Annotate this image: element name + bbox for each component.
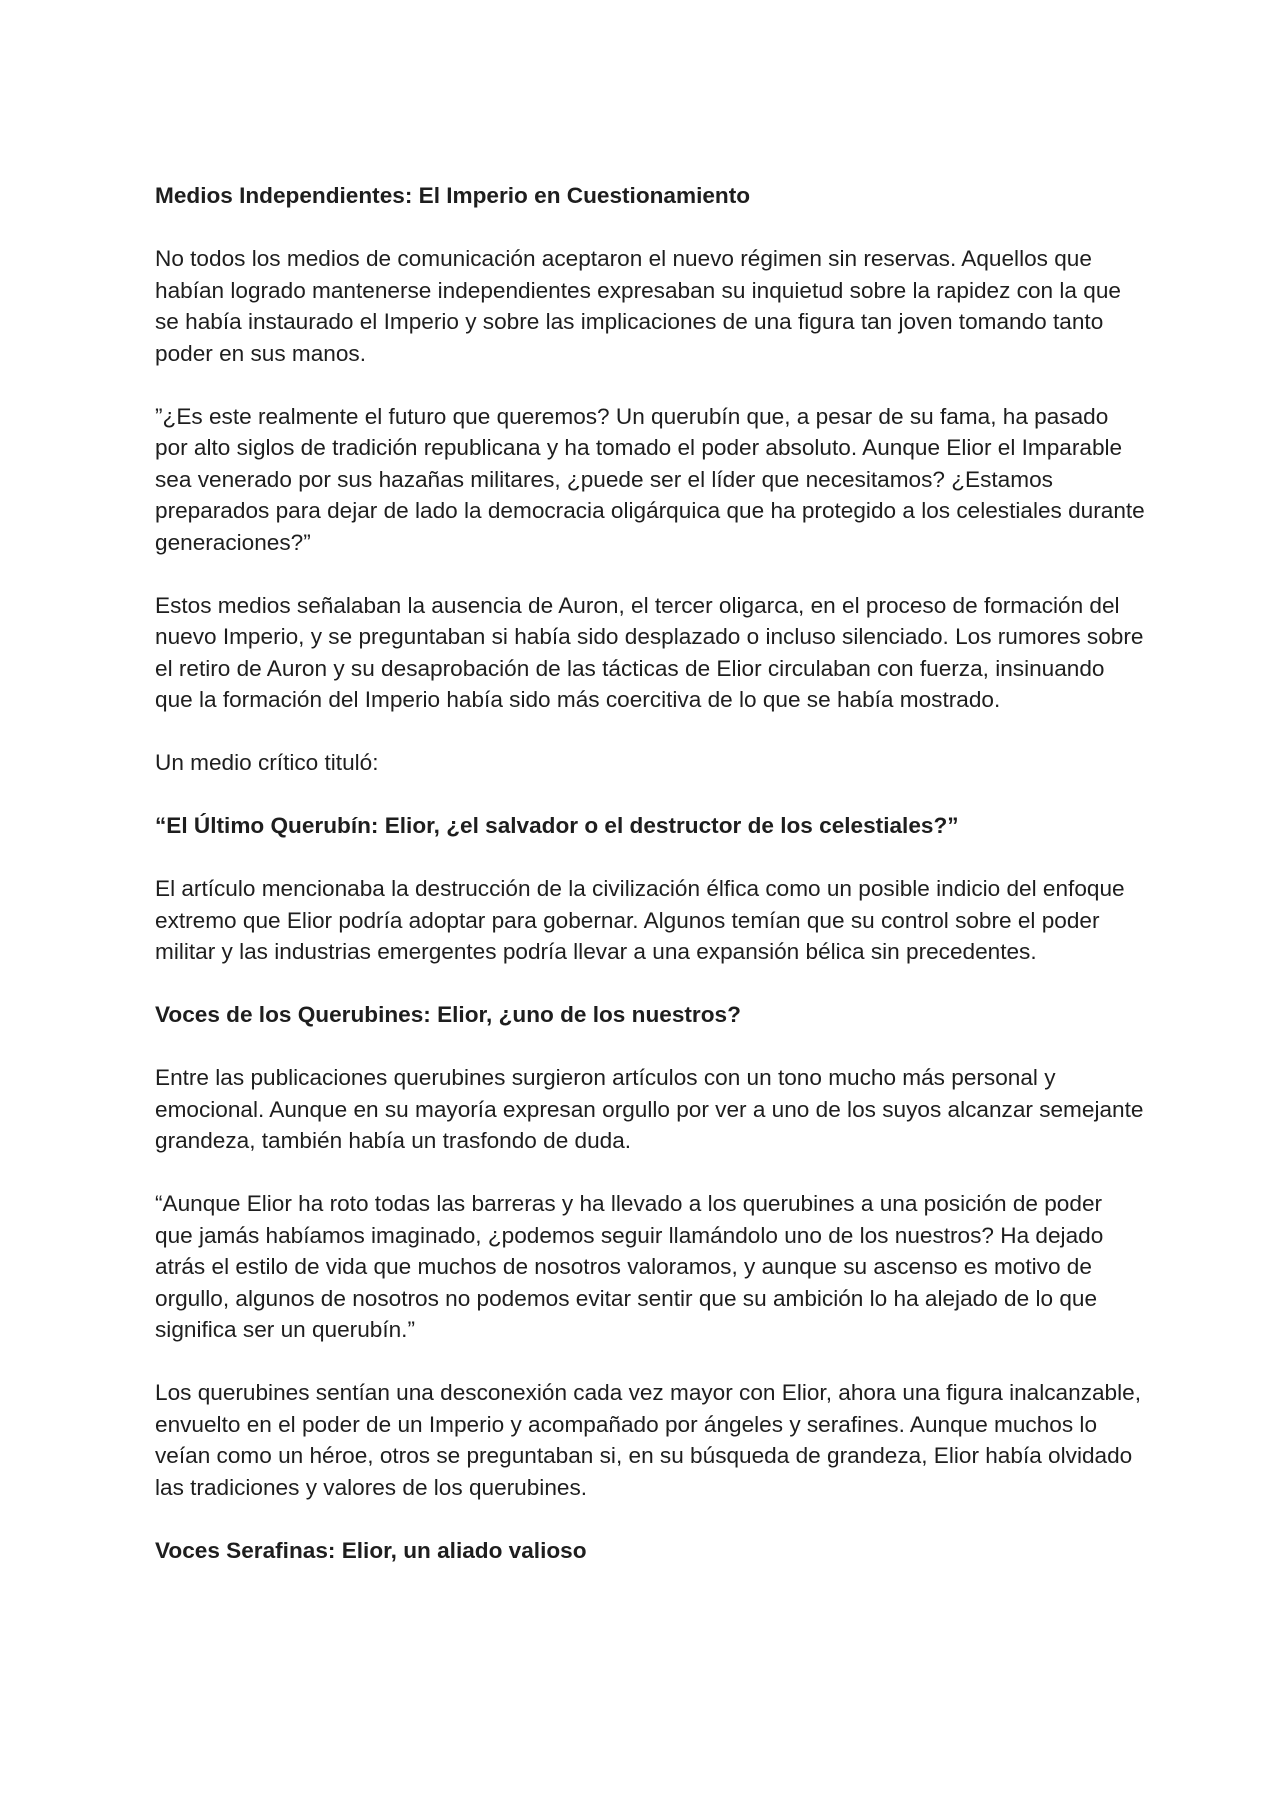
headline-quote: “El Último Querubín: Elior, ¿el salvador o el destructor de los celestiales?” bbox=[155, 813, 959, 838]
section-heading: Medios Independientes: El Imperio en Cuestionamiento bbox=[155, 183, 751, 208]
section-heading: Voces Serafinas: Elior, un aliado valioso bbox=[155, 1537, 587, 1563]
paragraph: El artículo mencionaba la destrucción de la civilización élfica como un posible indicio del enfoque extremo que Elior podría adoptar para gobernar. Algunos temían que su control sobre el poder militar y las industrias emergentes podría llevar a una expansión bélica sin precedentes. bbox=[155, 876, 1125, 964]
paragraph: Los querubines sentían una desconexión cada vez mayor con Elior, ahora una figura inalcanzable, envuelto en el poder de un Imperio y acompañado por ángeles y serafines. Aunque muchos lo veían como un héroe, otros se preguntaban si, en su búsqueda de grandeza, Elior había olvidado las tradiciones y valores de los querubines. bbox=[155, 1380, 1141, 1500]
paragraph: Estos medios señalaban la ausencia de Auron, el tercer oligarca, en el proceso de formación del nuevo Imperio, y se preguntaban si había sido desplazado o incluso silenciado. Los rumores sobre el retiro de Auron y su desaprobación de las tácticas de Elior circulaban con fuerza, insinuando que la formación del Imperio había sido más coercitiva de lo que se había mostrado. bbox=[155, 592, 1144, 712]
quote-paragraph: ”¿Es este realmente el futuro que queremos? Un querubín que, a pesar de su fama, ha pasado por alto siglos de tradición republicana y ha tomado el poder absoluto. Aunque Elior el Imparable sea venerado por sus hazañas militares, ¿puede ser el líder que necesitamos? ¿Estamos preparados para dejar de lado la democracia oligárquica que ha protegido a los celestiales durante generaciones?” bbox=[155, 403, 1145, 555]
section-heading: Voces de los Querubines: Elior, ¿uno de los nuestros? bbox=[155, 1002, 741, 1027]
quote-paragraph: “Aunque Elior ha roto todas las barreras y ha llevado a los querubines a una posición de poder que jamás habíamos imaginado, ¿podemos seguir llamándolo uno de los nuestros? Ha dejado atrás el estilo de vida que muchos de nosotros valoramos, y aunque su ascenso es motivo de orgullo, algunos de nosotros no podemos evitar sentir que su ambición lo ha alejado de lo que significa ser un querubín.” bbox=[155, 1191, 1104, 1342]
paragraph: Entre las publicaciones querubines surgieron artículos con un tono mucho más personal y emocional. Aunque en su mayoría expresan orgullo por ver a uno de los suyos alcanzar semejante grandeza, también había un trasfondo de duda. bbox=[155, 1065, 1144, 1153]
document-page bbox=[155, 180, 1145, 1598]
paragraph: Un medio crítico tituló: bbox=[155, 750, 379, 775]
paragraph: No todos los medios de comunicación aceptaron el nuevo régimen sin reservas. Aquellos que habían logrado mantenerse independientes expresaban su inquietud sobre la rapidez con la que se había instaurado el Imperio y sobre las implicaciones de una figura tan joven tomando tanto poder en sus manos. bbox=[155, 246, 1121, 366]
